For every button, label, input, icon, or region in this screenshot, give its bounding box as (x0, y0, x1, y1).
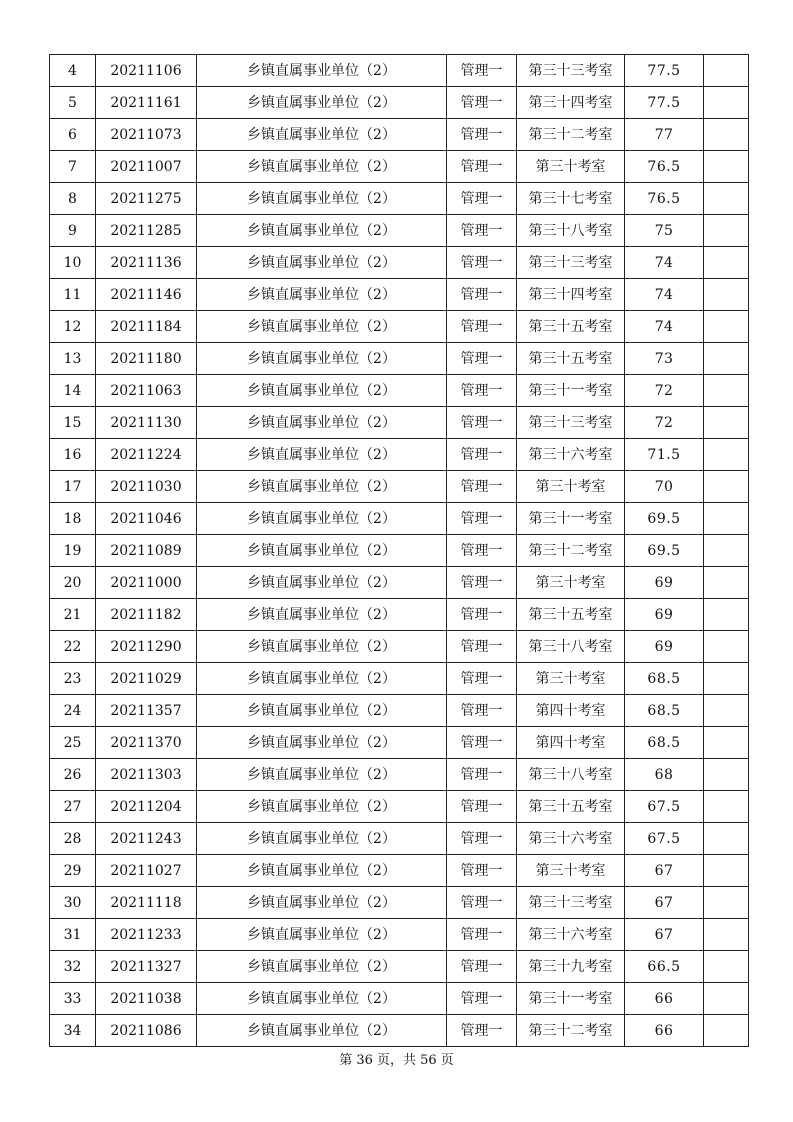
row-unit-cell: 乡镇直属事业单位（2） (197, 311, 447, 343)
row-position-cell: 管理一 (447, 855, 517, 887)
row-unit-cell: 乡镇直属事业单位（2） (197, 183, 447, 215)
table-row (50, 567, 749, 599)
row-id-cell: 20211204 (96, 791, 197, 823)
row-position-cell: 管理一 (447, 343, 517, 375)
row-seq-cell: 31 (50, 919, 96, 951)
row-position-cell: 管理一 (447, 823, 517, 855)
table-row (50, 375, 749, 407)
row-score-cell: 77 (625, 119, 704, 151)
row-unit-cell: 乡镇直属事业单位（2） (197, 215, 447, 247)
table-row (50, 535, 749, 567)
row-room-cell: 第三十八考室 (517, 631, 625, 663)
row-score-cell: 77.5 (625, 87, 704, 119)
row-position-cell: 管理一 (447, 727, 517, 759)
row-score-cell: 66.5 (625, 951, 704, 983)
row-position-cell: 管理一 (447, 983, 517, 1015)
row-score-cell: 66 (625, 1015, 704, 1047)
row-seq-cell: 17 (50, 471, 96, 503)
table-row (50, 759, 749, 791)
row-id-cell: 20211063 (96, 375, 197, 407)
row-score-cell: 76.5 (625, 151, 704, 183)
row-seq-cell: 11 (50, 279, 96, 311)
table-row (50, 919, 749, 951)
table-row (50, 311, 749, 343)
row-unit-cell: 乡镇直属事业单位（2） (197, 887, 447, 919)
row-position-cell: 管理一 (447, 439, 517, 471)
row-score-cell: 67.5 (625, 823, 704, 855)
row-unit-cell: 乡镇直属事业单位（2） (197, 631, 447, 663)
table-row (50, 855, 749, 887)
row-room-cell: 第三十二考室 (517, 119, 625, 151)
row-position-cell: 管理一 (447, 279, 517, 311)
row-room-cell: 第三十五考室 (517, 599, 625, 631)
row-seq-cell: 22 (50, 631, 96, 663)
row-unit-cell: 乡镇直属事业单位（2） (197, 151, 447, 183)
row-score-cell: 67 (625, 855, 704, 887)
row-position-cell: 管理一 (447, 247, 517, 279)
row-id-cell: 20211146 (96, 279, 197, 311)
row-seq-cell: 24 (50, 695, 96, 727)
row-note-cell (704, 407, 749, 439)
row-note-cell (704, 599, 749, 631)
row-score-cell: 74 (625, 311, 704, 343)
row-unit-cell: 乡镇直属事业单位（2） (197, 599, 447, 631)
row-note-cell (704, 983, 749, 1015)
row-note-cell (704, 311, 749, 343)
table-row (50, 503, 749, 535)
row-position-cell: 管理一 (447, 951, 517, 983)
table-row (50, 55, 749, 87)
row-score-cell: 77.5 (625, 55, 704, 87)
row-seq-cell: 20 (50, 567, 96, 599)
row-seq-cell: 27 (50, 791, 96, 823)
row-room-cell: 第三十二考室 (517, 1015, 625, 1047)
row-position-cell: 管理一 (447, 599, 517, 631)
table-body (50, 55, 749, 1047)
table-row (50, 87, 749, 119)
row-score-cell: 69.5 (625, 503, 704, 535)
row-position-cell: 管理一 (447, 919, 517, 951)
row-score-cell: 68 (625, 759, 704, 791)
row-position-cell: 管理一 (447, 631, 517, 663)
row-score-cell: 69 (625, 599, 704, 631)
row-note-cell (704, 791, 749, 823)
row-score-cell: 71.5 (625, 439, 704, 471)
row-seq-cell: 10 (50, 247, 96, 279)
table-row (50, 599, 749, 631)
row-unit-cell: 乡镇直属事业单位（2） (197, 919, 447, 951)
row-room-cell: 第三十七考室 (517, 183, 625, 215)
row-id-cell: 20211000 (96, 567, 197, 599)
row-score-cell: 68.5 (625, 663, 704, 695)
row-room-cell: 第三十一考室 (517, 983, 625, 1015)
row-room-cell: 第三十六考室 (517, 439, 625, 471)
row-score-cell: 69.5 (625, 535, 704, 567)
row-unit-cell: 乡镇直属事业单位（2） (197, 535, 447, 567)
table-row (50, 439, 749, 471)
row-note-cell (704, 631, 749, 663)
row-unit-cell: 乡镇直属事业单位（2） (197, 87, 447, 119)
row-score-cell: 69 (625, 631, 704, 663)
row-position-cell: 管理一 (447, 55, 517, 87)
row-id-cell: 20211233 (96, 919, 197, 951)
row-id-cell: 20211285 (96, 215, 197, 247)
row-note-cell (704, 439, 749, 471)
row-score-cell: 69 (625, 567, 704, 599)
row-id-cell: 20211007 (96, 151, 197, 183)
row-unit-cell: 乡镇直属事业单位（2） (197, 279, 447, 311)
row-seq-cell: 16 (50, 439, 96, 471)
row-seq-cell: 4 (50, 55, 96, 87)
table-row (50, 951, 749, 983)
row-note-cell (704, 695, 749, 727)
row-note-cell (704, 887, 749, 919)
row-id-cell: 20211136 (96, 247, 197, 279)
row-unit-cell: 乡镇直属事业单位（2） (197, 663, 447, 695)
table-row (50, 791, 749, 823)
row-seq-cell: 29 (50, 855, 96, 887)
row-id-cell: 20211275 (96, 183, 197, 215)
page-number-footer: 第 36 页，共 56 页 (339, 1053, 454, 1068)
table-row (50, 279, 749, 311)
row-id-cell: 20211086 (96, 1015, 197, 1047)
table-row (50, 887, 749, 919)
row-position-cell: 管理一 (447, 151, 517, 183)
row-unit-cell: 乡镇直属事业单位（2） (197, 55, 447, 87)
row-score-cell: 67 (625, 887, 704, 919)
row-note-cell (704, 855, 749, 887)
row-note-cell (704, 759, 749, 791)
row-seq-cell: 28 (50, 823, 96, 855)
row-id-cell: 20211370 (96, 727, 197, 759)
row-note-cell (704, 375, 749, 407)
row-seq-cell: 6 (50, 119, 96, 151)
row-seq-cell: 18 (50, 503, 96, 535)
row-room-cell: 第三十考室 (517, 471, 625, 503)
row-unit-cell: 乡镇直属事业单位（2） (197, 727, 447, 759)
row-seq-cell: 23 (50, 663, 96, 695)
row-unit-cell: 乡镇直属事业单位（2） (197, 823, 447, 855)
row-score-cell: 70 (625, 471, 704, 503)
row-score-cell: 72 (625, 407, 704, 439)
row-room-cell: 第三十四考室 (517, 279, 625, 311)
row-note-cell (704, 55, 749, 87)
row-room-cell: 第三十九考室 (517, 951, 625, 983)
row-seq-cell: 13 (50, 343, 96, 375)
row-note-cell (704, 279, 749, 311)
row-unit-cell: 乡镇直属事业单位（2） (197, 119, 447, 151)
row-note-cell (704, 919, 749, 951)
table-row (50, 343, 749, 375)
table-row (50, 823, 749, 855)
row-score-cell: 75 (625, 215, 704, 247)
row-room-cell: 第四十考室 (517, 695, 625, 727)
row-note-cell (704, 567, 749, 599)
row-room-cell: 第三十八考室 (517, 759, 625, 791)
row-unit-cell: 乡镇直属事业单位（2） (197, 983, 447, 1015)
row-seq-cell: 5 (50, 87, 96, 119)
row-room-cell: 第三十三考室 (517, 55, 625, 87)
table-row (50, 151, 749, 183)
table-row (50, 727, 749, 759)
row-unit-cell: 乡镇直属事业单位（2） (197, 471, 447, 503)
row-score-cell: 72 (625, 375, 704, 407)
row-id-cell: 20211180 (96, 343, 197, 375)
table-row (50, 183, 749, 215)
table-row (50, 663, 749, 695)
row-id-cell: 20211106 (96, 55, 197, 87)
table-row (50, 983, 749, 1015)
row-seq-cell: 14 (50, 375, 96, 407)
row-unit-cell: 乡镇直属事业单位（2） (197, 695, 447, 727)
row-id-cell: 20211073 (96, 119, 197, 151)
table-row (50, 407, 749, 439)
row-position-cell: 管理一 (447, 567, 517, 599)
row-seq-cell: 32 (50, 951, 96, 983)
row-room-cell: 第三十五考室 (517, 311, 625, 343)
row-score-cell: 68.5 (625, 695, 704, 727)
row-room-cell: 第三十三考室 (517, 407, 625, 439)
row-room-cell: 第三十八考室 (517, 215, 625, 247)
row-score-cell: 74 (625, 247, 704, 279)
row-seq-cell: 30 (50, 887, 96, 919)
row-position-cell: 管理一 (447, 535, 517, 567)
row-id-cell: 20211118 (96, 887, 197, 919)
row-id-cell: 20211184 (96, 311, 197, 343)
row-unit-cell: 乡镇直属事业单位（2） (197, 407, 447, 439)
row-unit-cell: 乡镇直属事业单位（2） (197, 567, 447, 599)
table-row (50, 215, 749, 247)
row-room-cell: 第三十考室 (517, 855, 625, 887)
row-note-cell (704, 247, 749, 279)
row-room-cell: 第三十六考室 (517, 823, 625, 855)
row-position-cell: 管理一 (447, 215, 517, 247)
row-position-cell: 管理一 (447, 1015, 517, 1047)
row-position-cell: 管理一 (447, 407, 517, 439)
row-id-cell: 20211038 (96, 983, 197, 1015)
row-position-cell: 管理一 (447, 759, 517, 791)
row-unit-cell: 乡镇直属事业单位（2） (197, 439, 447, 471)
table-row (50, 471, 749, 503)
row-note-cell (704, 471, 749, 503)
row-note-cell (704, 119, 749, 151)
row-seq-cell: 25 (50, 727, 96, 759)
row-seq-cell: 9 (50, 215, 96, 247)
row-note-cell (704, 727, 749, 759)
row-score-cell: 66 (625, 983, 704, 1015)
row-unit-cell: 乡镇直属事业单位（2） (197, 951, 447, 983)
table-row (50, 1015, 749, 1047)
row-position-cell: 管理一 (447, 119, 517, 151)
row-seq-cell: 15 (50, 407, 96, 439)
row-id-cell: 20211357 (96, 695, 197, 727)
table-row (50, 631, 749, 663)
row-unit-cell: 乡镇直属事业单位（2） (197, 247, 447, 279)
row-score-cell: 74 (625, 279, 704, 311)
row-seq-cell: 26 (50, 759, 96, 791)
row-note-cell (704, 215, 749, 247)
row-unit-cell: 乡镇直属事业单位（2） (197, 759, 447, 791)
row-score-cell: 73 (625, 343, 704, 375)
row-seq-cell: 33 (50, 983, 96, 1015)
row-id-cell: 20211030 (96, 471, 197, 503)
row-score-cell: 76.5 (625, 183, 704, 215)
row-room-cell: 第四十考室 (517, 727, 625, 759)
row-seq-cell: 19 (50, 535, 96, 567)
row-unit-cell: 乡镇直属事业单位（2） (197, 343, 447, 375)
row-note-cell (704, 503, 749, 535)
row-room-cell: 第三十考室 (517, 151, 625, 183)
row-id-cell: 20211046 (96, 503, 197, 535)
row-note-cell (704, 663, 749, 695)
row-position-cell: 管理一 (447, 663, 517, 695)
row-room-cell: 第三十一考室 (517, 375, 625, 407)
row-note-cell (704, 87, 749, 119)
row-id-cell: 20211303 (96, 759, 197, 791)
row-id-cell: 20211327 (96, 951, 197, 983)
row-unit-cell: 乡镇直属事业单位（2） (197, 375, 447, 407)
row-seq-cell: 21 (50, 599, 96, 631)
row-id-cell: 20211224 (96, 439, 197, 471)
row-id-cell: 20211089 (96, 535, 197, 567)
table-row (50, 695, 749, 727)
row-id-cell: 20211290 (96, 631, 197, 663)
row-score-cell: 67 (625, 919, 704, 951)
row-note-cell (704, 951, 749, 983)
row-note-cell (704, 535, 749, 567)
row-id-cell: 20211182 (96, 599, 197, 631)
row-seq-cell: 12 (50, 311, 96, 343)
row-unit-cell: 乡镇直属事业单位（2） (197, 1015, 447, 1047)
row-id-cell: 20211243 (96, 823, 197, 855)
row-room-cell: 第三十五考室 (517, 791, 625, 823)
row-score-cell: 67.5 (625, 791, 704, 823)
score-table (49, 54, 749, 1047)
row-room-cell: 第三十四考室 (517, 87, 625, 119)
row-room-cell: 第三十六考室 (517, 919, 625, 951)
row-position-cell: 管理一 (447, 87, 517, 119)
row-id-cell: 20211130 (96, 407, 197, 439)
row-position-cell: 管理一 (447, 183, 517, 215)
row-note-cell (704, 823, 749, 855)
row-position-cell: 管理一 (447, 695, 517, 727)
table-row (50, 247, 749, 279)
row-id-cell: 20211027 (96, 855, 197, 887)
row-room-cell: 第三十三考室 (517, 247, 625, 279)
row-note-cell (704, 1015, 749, 1047)
row-position-cell: 管理一 (447, 887, 517, 919)
row-unit-cell: 乡镇直属事业单位（2） (197, 503, 447, 535)
row-unit-cell: 乡镇直属事业单位（2） (197, 855, 447, 887)
row-room-cell: 第三十一考室 (517, 503, 625, 535)
table-row (50, 119, 749, 151)
row-room-cell: 第三十五考室 (517, 343, 625, 375)
row-room-cell: 第三十考室 (517, 663, 625, 695)
row-seq-cell: 7 (50, 151, 96, 183)
row-seq-cell: 34 (50, 1015, 96, 1047)
row-id-cell: 20211029 (96, 663, 197, 695)
row-position-cell: 管理一 (447, 503, 517, 535)
row-room-cell: 第三十二考室 (517, 535, 625, 567)
row-position-cell: 管理一 (447, 471, 517, 503)
row-note-cell (704, 343, 749, 375)
row-note-cell (704, 151, 749, 183)
row-seq-cell: 8 (50, 183, 96, 215)
row-id-cell: 20211161 (96, 87, 197, 119)
row-unit-cell: 乡镇直属事业单位（2） (197, 791, 447, 823)
row-note-cell (704, 183, 749, 215)
row-score-cell: 68.5 (625, 727, 704, 759)
row-position-cell: 管理一 (447, 791, 517, 823)
row-room-cell: 第三十考室 (517, 567, 625, 599)
row-position-cell: 管理一 (447, 375, 517, 407)
row-position-cell: 管理一 (447, 311, 517, 343)
row-room-cell: 第三十三考室 (517, 887, 625, 919)
